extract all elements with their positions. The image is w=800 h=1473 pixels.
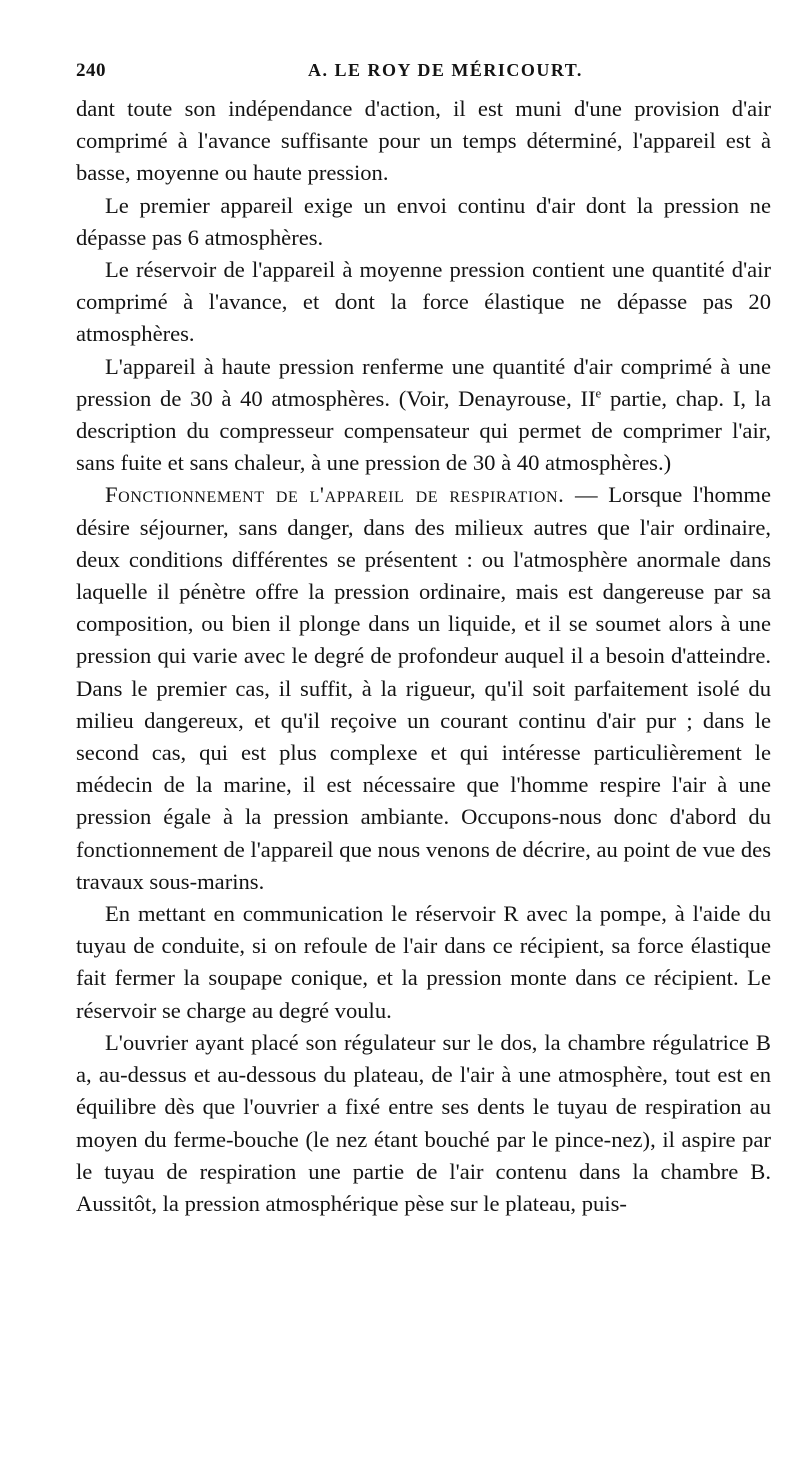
running-title: A. LE ROY DE MÉRICOURT. <box>308 60 583 80</box>
paragraph-4 <box>76 351 771 480</box>
paragraph-5 <box>76 479 771 898</box>
paragraph-5-text: — Lorsque l'homme désire séjourner, sans danger, dans des milieux autres que l'air ordinaire, deux conditions différentes se présentent : ou l'atmosphère anormale dans laquelle il pénètre offre la pression ordinaire, mais est dangereuse par sa composition, ou bien il plonge dans un liquide, et il se soumet alors à une pression qui varie avec le degré de profondeur auquel il a besoin d'atteindre. Dans le premier cas, il suffit, à la rigueur, qu'il soit parfaitement isolé du milieu dangereux, et qu'il reçoive un courant continu d'air pur ; dans le second cas, qui est plus complexe et qui intéresse particulièrement le médecin de la marine, il est nécessaire que l'homme respire l'air à une pression égale à la pression ambiante. Occupons-nous donc d'abord du fonctionnement de l'appareil que nous venons de décrire, au point de vue des travaux sous-marins. <box>76 482 771 894</box>
paragraph-2: Le premier appareil exige un envoi continu d'air dont la pression ne dépasse pas 6 atmosphères. <box>76 192 771 250</box>
book-page <box>76 54 771 1220</box>
paragraph-1: dant toute son indépendance d'action, il est muni d'une provision d'air comprimé à l'avance suffisante pour un temps déterminé, l'appareil est à basse, moyenne ou haute pression. <box>76 96 771 186</box>
paragraph-6: En mettant en communication le réservoir R avec la pompe, à l'aide du tuyau de conduite, si on refoule de l'air dans ce récipient, sa force élastique fait fermer la soupape conique, et la pression monte dans ce récipient. Le réservoir se charge au degré voulu. <box>76 901 771 1023</box>
paragraph-4-text-b: partie, chap. I, la description du compresseur compensateur qui permet de comprimer l'air, sans fuite et sans chaleur, à une pression de 30 à 40 atmosphères.) <box>76 385 771 476</box>
paragraph-7: L'ouvrier ayant placé son régulateur sur le dos, la chambre régulatrice B a, au-dessus et au-dessous du plateau, de l'air à une atmosphère, tout est en équilibre dès que l'ouvrier a fixé entre ses dents le tuyau de respiration au moyen du ferme-bouche (le nez étant bouché par le pince-nez), il aspire par le tuyau de respiration une partie de l'air contenu dans la chambre B. Aussitôt, la pression atmosphérique pèse sur le plateau, puis- <box>76 1029 771 1216</box>
superscript-e: e <box>595 385 602 401</box>
section-heading: Fonctionnement de l'appareil de respiration. <box>105 482 565 508</box>
page-number: 240 <box>76 60 106 81</box>
page-header <box>76 54 771 88</box>
paragraph-3: Le réservoir de l'appareil à moyenne pression contient une quantité d'air comprimé à l'avance, et dont la force élastique ne dépasse pas 20 atmosphères. <box>76 257 771 347</box>
paragraph-4-text-a: L'appareil à haute pression renferme une quantité d'air comprimé à une pression de 30 à 40 atmosphères. (Voir, Denayrouse, II <box>76 353 771 411</box>
body-text <box>76 93 771 1220</box>
